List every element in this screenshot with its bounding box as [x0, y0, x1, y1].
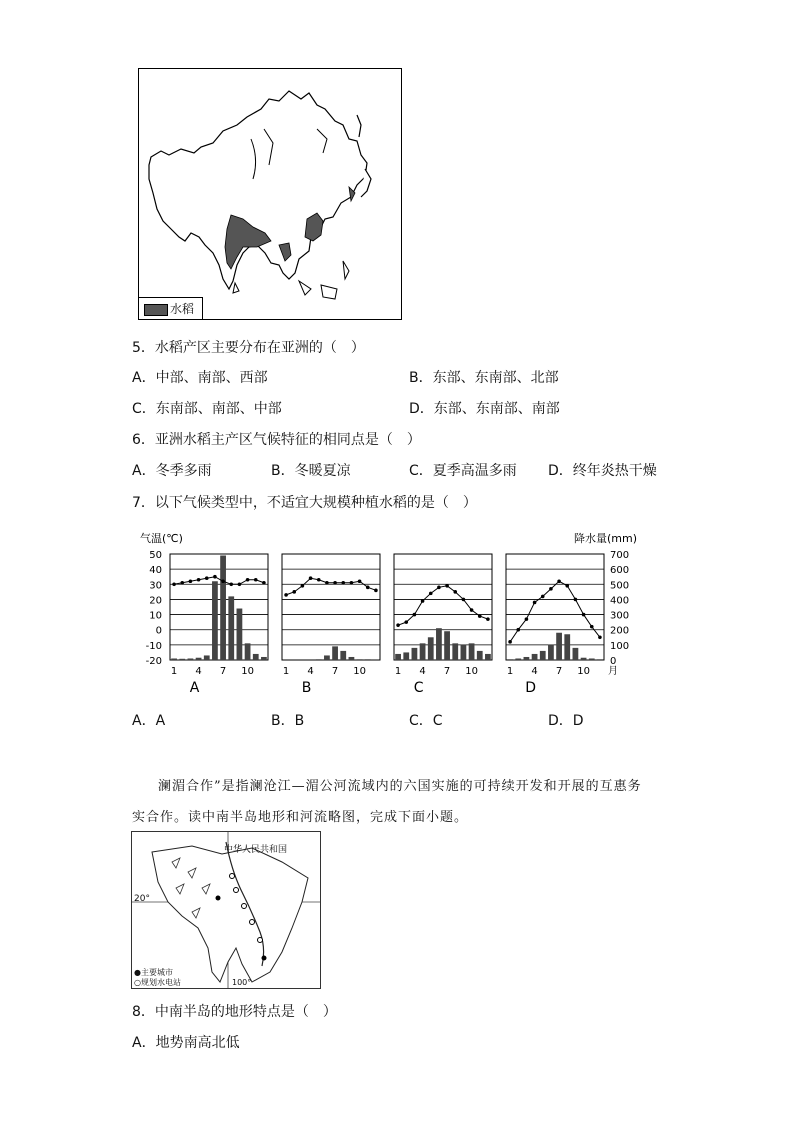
temp-tick-label: -20 — [145, 656, 162, 667]
precip-bar — [548, 645, 554, 660]
precip-bar — [524, 657, 530, 660]
temp-point — [366, 586, 370, 590]
temp-point — [213, 575, 217, 579]
q7-option-d[interactable]: D．D — [548, 713, 584, 729]
left-axis-title: 气温(℃) — [140, 532, 183, 545]
lon-label: 100° — [232, 978, 252, 987]
month-tick-label: 1 — [506, 666, 514, 677]
temp-point — [516, 628, 520, 632]
temp-point — [197, 578, 201, 582]
precip-bar — [573, 648, 579, 660]
precip-bar — [428, 637, 434, 660]
q6-stem: 6．亚洲水稻主产区气候特征的相同点是（ ） — [132, 432, 421, 448]
temp-point — [292, 590, 296, 594]
temp-point — [246, 578, 250, 582]
temp-point — [549, 587, 553, 591]
q7-option-b[interactable]: B．B — [271, 713, 305, 729]
temp-point — [590, 625, 594, 629]
legend-hydro: ○规划水电站 — [134, 978, 181, 987]
precip-bar — [581, 658, 587, 660]
right-axis-title: 降水量(mm) — [574, 532, 638, 545]
month-tick-label: 1 — [170, 666, 178, 677]
asia-rice-map — [138, 68, 402, 320]
temp-point — [462, 598, 466, 602]
month-tick-label: 1 — [394, 666, 402, 677]
precip-tick-label: 700 — [610, 550, 630, 561]
temp-point — [205, 576, 209, 580]
panel-label: B — [301, 680, 312, 696]
panel-label: D — [525, 680, 536, 696]
month-tick-label: 4 — [195, 666, 202, 677]
temp-point — [437, 586, 441, 590]
precip-bar — [179, 659, 185, 660]
temp-point — [284, 593, 288, 597]
precip-tick-label: 300 — [610, 610, 630, 622]
precip-bar — [316, 659, 322, 660]
temp-point — [262, 581, 266, 585]
precip-bar — [540, 651, 546, 660]
legend-city: ●主要城市 — [134, 968, 173, 977]
precip-bar — [395, 654, 401, 660]
precip-bar — [188, 658, 194, 660]
panel-frame — [506, 554, 604, 660]
temp-point — [582, 613, 586, 617]
precip-bar — [171, 658, 177, 660]
temp-point — [404, 620, 408, 624]
temp-point — [309, 576, 313, 580]
precip-bar — [452, 643, 458, 660]
temp-point — [189, 579, 193, 583]
precip-bar — [357, 659, 363, 660]
precip-tick-label: 200 — [610, 625, 630, 637]
temp-tick-label: 40 — [149, 565, 162, 577]
precip-bar — [365, 659, 371, 660]
month-tick-label: 7 — [219, 666, 227, 677]
precip-bar — [261, 657, 267, 660]
panel-label: C — [413, 680, 424, 696]
precip-bar — [485, 654, 491, 660]
month-unit: 月 — [608, 666, 618, 677]
temp-point — [341, 581, 345, 585]
precip-bar — [556, 633, 562, 660]
precip-bar — [228, 596, 234, 660]
precip-bar — [461, 645, 467, 660]
temp-point — [557, 579, 561, 583]
temp-point — [172, 582, 176, 586]
indochina-outline — [132, 832, 321, 989]
temp-point — [598, 635, 602, 639]
temp-point — [565, 584, 569, 588]
q5-stem: 5．水稻产区主要分布在亚洲的（ ） — [132, 340, 365, 356]
panel-frame — [170, 554, 268, 660]
month-tick-label: 4 — [307, 666, 314, 677]
month-tick-label: 4 — [531, 666, 538, 677]
q5-option-b[interactable]: B．东部、东南部、北部 — [409, 370, 559, 386]
precip-bar — [349, 657, 355, 660]
temp-tick-label: 50 — [149, 550, 162, 561]
temp-point — [574, 598, 578, 602]
q8-stem: 8．中南半岛的地形特点是（ ） — [132, 1004, 337, 1020]
temp-point — [453, 590, 457, 594]
temp-point — [180, 581, 184, 585]
temp-point — [333, 581, 337, 585]
temp-point — [421, 599, 425, 603]
q5-option-a[interactable]: A．中部、南部、西部 — [132, 370, 268, 386]
precip-bar — [532, 654, 538, 660]
asia-outline — [139, 69, 401, 319]
precip-tick-label: 600 — [610, 565, 630, 577]
temp-point — [413, 613, 417, 617]
climate-charts — [140, 528, 650, 698]
indochina-map — [131, 831, 321, 989]
precip-bar — [469, 643, 475, 660]
precip-bar — [477, 651, 483, 660]
panel-label: A — [189, 680, 200, 696]
temp-point — [229, 582, 233, 586]
temp-point — [445, 584, 449, 588]
temp-point — [350, 581, 354, 585]
temp-point — [508, 640, 512, 644]
precip-bar — [507, 659, 513, 660]
precip-bar — [444, 631, 450, 660]
temp-point — [533, 601, 537, 605]
precip-bar — [403, 652, 409, 660]
q6-option-b[interactable]: B．冬暖夏凉 — [271, 463, 351, 479]
month-tick-label: 7 — [331, 666, 339, 677]
q7-option-c[interactable]: C．C — [409, 713, 443, 729]
precip-bar — [412, 648, 418, 660]
month-tick-label: 10 — [241, 666, 254, 677]
precip-bar — [253, 654, 259, 660]
temp-tick-label: 10 — [149, 610, 162, 622]
precip-tick-label: 500 — [610, 580, 630, 592]
temp-point — [317, 578, 321, 582]
precip-bar — [597, 659, 603, 660]
precip-tick-label: 100 — [610, 640, 630, 652]
q5-option-d[interactable]: D．东部、东南部、南部 — [409, 401, 560, 417]
temp-point — [325, 581, 329, 585]
precip-bar — [220, 556, 226, 660]
precip-bar — [340, 651, 346, 660]
month-tick-label: 10 — [465, 666, 478, 677]
temp-point — [470, 608, 474, 612]
month-tick-label: 1 — [282, 666, 290, 677]
temp-point — [374, 589, 378, 593]
temp-point — [221, 579, 225, 583]
temp-point — [254, 578, 258, 582]
precip-bar — [237, 609, 243, 660]
q8-option-a[interactable]: A．地势南高北低 — [132, 1035, 240, 1051]
precip-tick-label: 0 — [610, 656, 617, 667]
passage-line2: 实合作。读中南半岛地形和河流略图，完成下面小题。 — [132, 810, 469, 825]
rice-swatch — [144, 304, 168, 316]
precip-bar — [420, 643, 426, 660]
temp-tick-label: 0 — [155, 625, 162, 637]
precip-bar — [324, 655, 330, 660]
temp-tick-label: 20 — [149, 595, 162, 607]
precip-bar — [245, 643, 251, 660]
lat-label: 20° — [134, 894, 150, 904]
precip-bar — [204, 655, 210, 660]
month-tick-label: 10 — [577, 666, 590, 677]
temp-tick-label: 30 — [149, 580, 162, 592]
q6-option-c[interactable]: C．夏季高温多雨 — [409, 463, 517, 479]
passage-line1: 澜湄合作”是指澜沧江—湄公河流域内的六国实施的可持续开发和开展的互惠务 — [158, 779, 642, 794]
precip-bar — [515, 658, 521, 660]
temp-point — [358, 579, 362, 583]
precip-bar — [436, 628, 442, 660]
temp-point — [525, 617, 529, 621]
temp-point — [541, 595, 545, 599]
month-tick-label: 4 — [419, 666, 426, 677]
temp-tick-label: -10 — [145, 640, 162, 652]
q5-option-c[interactable]: C．东南部、南部、中部 — [132, 401, 282, 417]
temp-point — [301, 584, 305, 588]
precip-bar — [332, 646, 338, 660]
precip-bar — [196, 658, 202, 660]
month-tick-label: 7 — [555, 666, 563, 677]
q6-option-a[interactable]: A．冬季多雨 — [132, 463, 212, 479]
panel-frame — [394, 554, 492, 660]
precip-tick-label: 400 — [610, 595, 630, 607]
legend-rice-label: 水稻 — [170, 302, 195, 316]
month-tick-label: 10 — [353, 666, 366, 677]
precip-bar — [212, 581, 218, 660]
month-tick-label: 7 — [443, 666, 451, 677]
q6-option-d[interactable]: D．终年炎热干燥 — [548, 463, 657, 479]
q7-option-a[interactable]: A．A — [132, 713, 166, 729]
temp-point — [429, 592, 433, 596]
map-legend — [139, 297, 203, 319]
temp-point — [486, 617, 490, 621]
country-label: 中华人民共和国 — [224, 845, 288, 855]
precip-bar — [589, 658, 595, 660]
temp-point — [396, 623, 400, 627]
precip-bar — [564, 634, 570, 660]
panel-frame — [282, 554, 380, 660]
q7-stem: 7．以下气候类型中，不适宜大规模种植水稻的是（ ） — [132, 495, 477, 511]
temp-point — [478, 614, 482, 618]
temp-point — [238, 582, 242, 586]
